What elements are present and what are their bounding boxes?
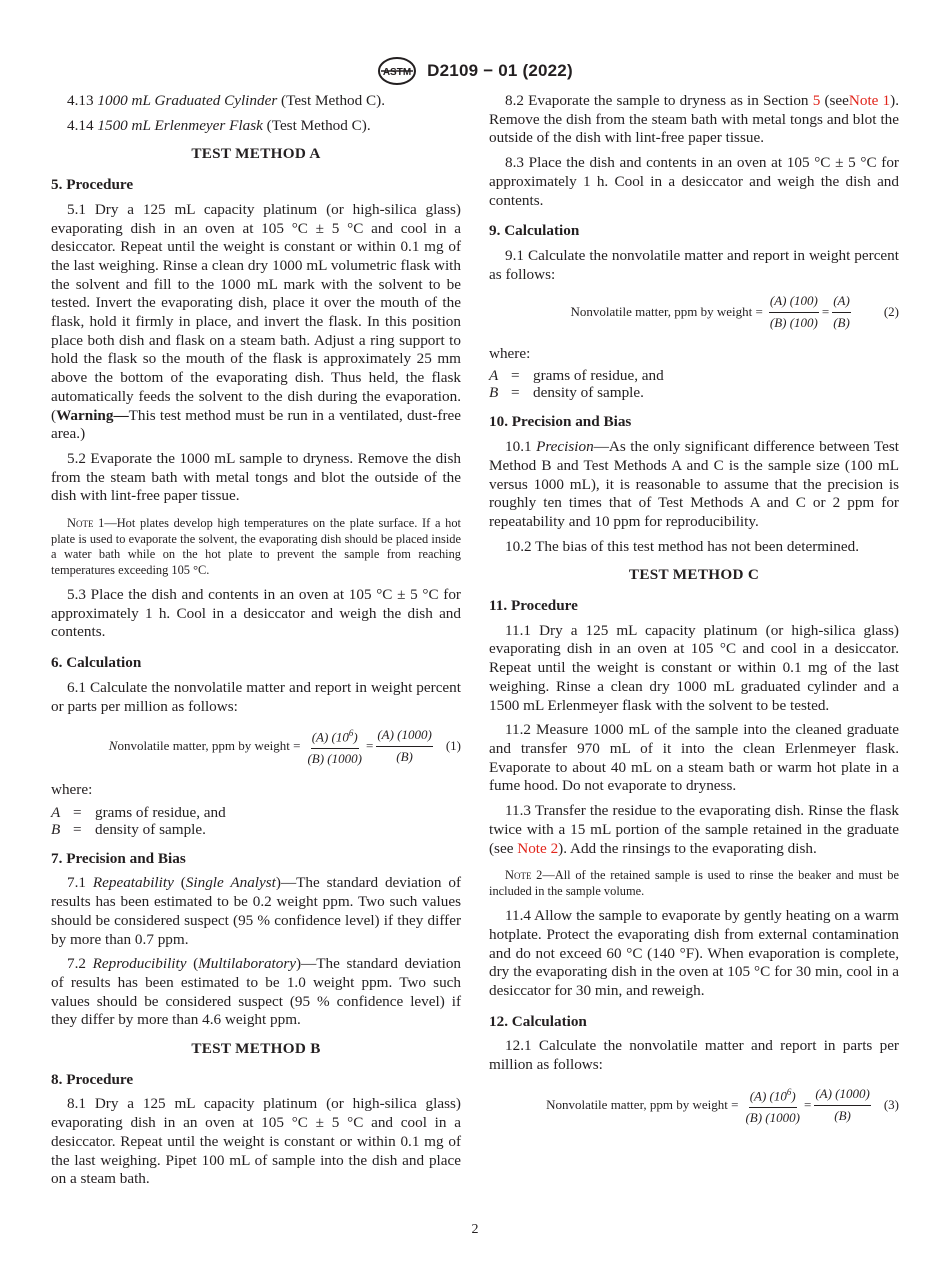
paragraph-6-1: 6.1 Calculate the nonvolatile matter and report in weight percent or parts per million as follows:	[51, 678, 461, 715]
section-7-heading: 7. Precision and Bias	[51, 849, 186, 867]
paragraph-5-3: 5.3 Place the dish and contents in an oven at 105 °C ± 5 °C for approximately 1 h. Cool in a desiccator and weigh the dish and contents.	[51, 586, 461, 641]
definition-a: A = grams of residue, and	[489, 367, 664, 385]
method-b-heading: TEST METHOD B	[191, 1040, 321, 1058]
paragraph-12-1: 12.1 Calculate the nonvolatile matter and report in parts per million as follows:	[489, 1037, 899, 1074]
where-label: where:	[51, 781, 93, 799]
paragraph-11-1: 11.1 Dry a 125 mL capacity platinum (or high-silica glass) evaporating dish in an oven at 105 °C and cool in a desiccator. Repeat until the weight is constant or within 0.1 mg of the last weighing. Rinse a clean dry 1000 mL graduated cylinder and a 1500 mL Erlenmeyer flask with the solvent to be tested.	[489, 621, 899, 714]
note-1: Note 1—Hot plates develop high temperatures on the plate surface. If a hot plate is used to evaporate the solvent, the evaporating dish should be placed inside a water bath while on the hot plate to prevent the sample from reaching temperatures exceeding 105 °C.	[51, 516, 461, 577]
paragraph-11-3: 11.3 Transfer the residue to the evaporating dish. Rinse the flask twice with a 15 mL portion of the sample retained in the graduate (see Note 2). Add the rinsings to the evaporating dish.	[489, 802, 899, 857]
method-a-heading: TEST METHOD A	[191, 145, 321, 163]
page-number: 2	[471, 1222, 479, 1237]
definition-a: A = grams of residue, and	[51, 803, 226, 821]
definitions-list	[489, 367, 899, 401]
method-c-heading: TEST METHOD C	[628, 566, 760, 584]
paragraph-8-1: 8.1 Dry a 125 mL capacity platinum (or high-silica glass) evaporating dish in an oven at 105 °C ± 5 °C and cool in a desiccator. Repeat until the weight is constant or within 0.1 mg of the last weighing. Pipet 100 mL of sample into the dish and place on a steam bath.	[51, 1095, 461, 1188]
paragraph-7-2: 7.2 Reproducibility (Multilaboratory)—The standard deviation of results has been estimated to be 1.0 weight ppm. Two such values should be considered suspect (95 % confidence level) if they differ by more than 4.6 weight ppm.	[51, 955, 462, 1029]
left-column	[51, 92, 461, 1195]
where-label: where:	[489, 344, 531, 362]
astm-logo	[377, 56, 417, 86]
paragraph-8-3: 8.3 Place the dish and contents in an oven at 105 °C ± 5 °C for approximately 1 h. Cool in a desiccator and weigh the dish and contents.	[489, 154, 899, 209]
eq2-fraction-2: $\frac{(A)}{(B)}$	[833, 293, 850, 331]
svg-text:ASTM: ASTM	[383, 67, 412, 78]
eq1-fraction-1: $\frac{(A) (10^6)}{(B) (1000)}$	[306, 724, 363, 769]
eq3-fraction-1: $\frac{(A) (10^6)}{(B) (1000)}$	[744, 1083, 801, 1128]
section-5-heading: 5. Procedure	[51, 176, 134, 194]
section-8-heading: 8. Procedure	[51, 1070, 134, 1088]
eq1-fraction-2: $\frac{(A) (1000)}{(B)}$	[377, 727, 432, 765]
note-2: Note 2—All of the retained sample is used to rinse the beaker and must be included in the sample volume.	[489, 868, 899, 898]
section-10-heading: 10. Precision and Bias	[489, 413, 632, 431]
section-9-heading: 9. Calculation	[489, 222, 580, 240]
section-11-heading: 11. Procedure	[489, 597, 578, 615]
note-2-link[interactable]: Note 2	[517, 839, 559, 857]
definition-b: B = density of sample.	[51, 820, 206, 838]
right-column	[489, 92, 899, 1140]
paragraph-11-4: 11.4 Allow the sample to evaporate by gently heating on a warm hotplate. Protect the evaporating dish from external contamination and do not exceed 60 °C (140 °F). When evaporation is complete, dry the evaporating dish in the oven at 105 °C for 30 min, cool in a desiccator for 30 min, and reweigh.	[489, 907, 899, 1000]
eq3-fraction-2: $\frac{(A) (1000)}{(B)}$	[815, 1085, 870, 1123]
equation-2: Nonvolatile matter, ppm by weight = $\frac{(A) (100)}{(B) (100)}$ = $\frac{(A)}{(B)}$ (2)	[489, 292, 899, 332]
section-6-heading: 6. Calculation	[51, 654, 142, 672]
paragraph-11-2: 11.2 Measure 1000 mL of the sample into the cleaned graduate and transfer 970 mL of it into the clean Erlenmeyer flask. Evaporate to about 40 mL on a steam bath or warm hot plate in a fume hood. Do not evaporate to dryness.	[489, 721, 899, 795]
item-4-14: 4.14 1500 mL Erlenmeyer Flask (Test Method C).	[67, 116, 371, 134]
equation-number: (1)	[445, 738, 461, 754]
definition-b: B = density of sample.	[489, 384, 644, 402]
paragraph-10-1: 10.1 Precision—As the only significant difference between Test Method B and Test Methods A and C is the sample size (100 mL versus 1000 mL), it is reasonable to assume that the precision is roughly ten times that of Test Methods A and C or 2 ppm for repeatability and 10 ppm for reproducibility.	[489, 438, 899, 530]
equation-number: (2)	[883, 304, 899, 320]
equation-number: (3)	[883, 1096, 899, 1112]
paragraph-5-2: 5.2 Evaporate the 1000 mL sample to dryness. Remove the dish from the steam bath with metal tongs and blot the outside of the dish with lint-free paper tissue.	[51, 449, 461, 505]
item-4-13: 4.13 1000 mL Graduated Cylinder (Test Method C).	[67, 92, 386, 109]
section-12-heading: 12. Calculation	[489, 1012, 587, 1030]
paragraph-7-1: 7.1 Repeatability (Single Analyst)—The standard deviation of results has been estimated to be 0.2 weight ppm. Two such values should be considered suspect (95 % confidence level) if they differ by more than 0.7 ppm.	[51, 874, 462, 948]
eq2-fraction-1: $\frac{(A) (100)}{(B) (100)}$	[769, 293, 818, 331]
paragraph-10-2: 10.2 The bias of this test method has not been determined.	[505, 537, 860, 555]
document-designation: D2109 − 01 (2022)	[427, 61, 573, 80]
section-5-link[interactable]: 5	[812, 92, 821, 109]
equation-1: Nonvolatile matter, ppm by weight = $\frac{(A) (10^6)}{(B) (1000)}$ = $\frac{(A) (1000)}{(B)}$ (1)	[51, 724, 461, 769]
definitions-list	[51, 804, 461, 838]
page-header	[0, 56, 950, 86]
paragraph-8-2: 8.2 Evaporate the sample to dryness as in Section 5 (seeNote 1). Remove the dish from the steam bath with metal tongs and blot the outside of the dish with lint-free paper tissue.	[489, 92, 900, 147]
paragraph-5-1: 5.1 Dry a 125 mL capacity platinum (or high-silica glass) evaporating dish in an oven at 105 °C ± 5 °C and cool in a desiccator. Repeat until the weight is constant or within 0.1 mg of the last weighing. Rinse a clean dry 1000 mL volumetric flask with the solvent and fill to the 1000 mL mark with the solvent to be tested. Invert the evaporating dish, place it over the mouth of the flask, hold it firmly in place, and invert the flask. In this position place both dish and flask on a steam bath. Adjust a ring support to hold the flask so the mouth of the flask is approximately 25 mm above the bottom of the evaporating dish. Thus held, the flask automatically feeds the solvent to the dish during the evaporation. (Warning—This test method must be run in a ventilated, dust-free area.)	[51, 200, 461, 443]
paragraph-9-1: 9.1 Calculate the nonvolatile matter and report in weight percent as follows:	[489, 246, 899, 283]
equation-3: Nonvolatile matter, ppm by weight = $\frac{(A) (10^6)}{(B) (1000)}$ = $\frac{(A) (1000)}{(B)}$ (3)	[489, 1083, 899, 1128]
note-1-link[interactable]: Note 1	[848, 92, 891, 109]
